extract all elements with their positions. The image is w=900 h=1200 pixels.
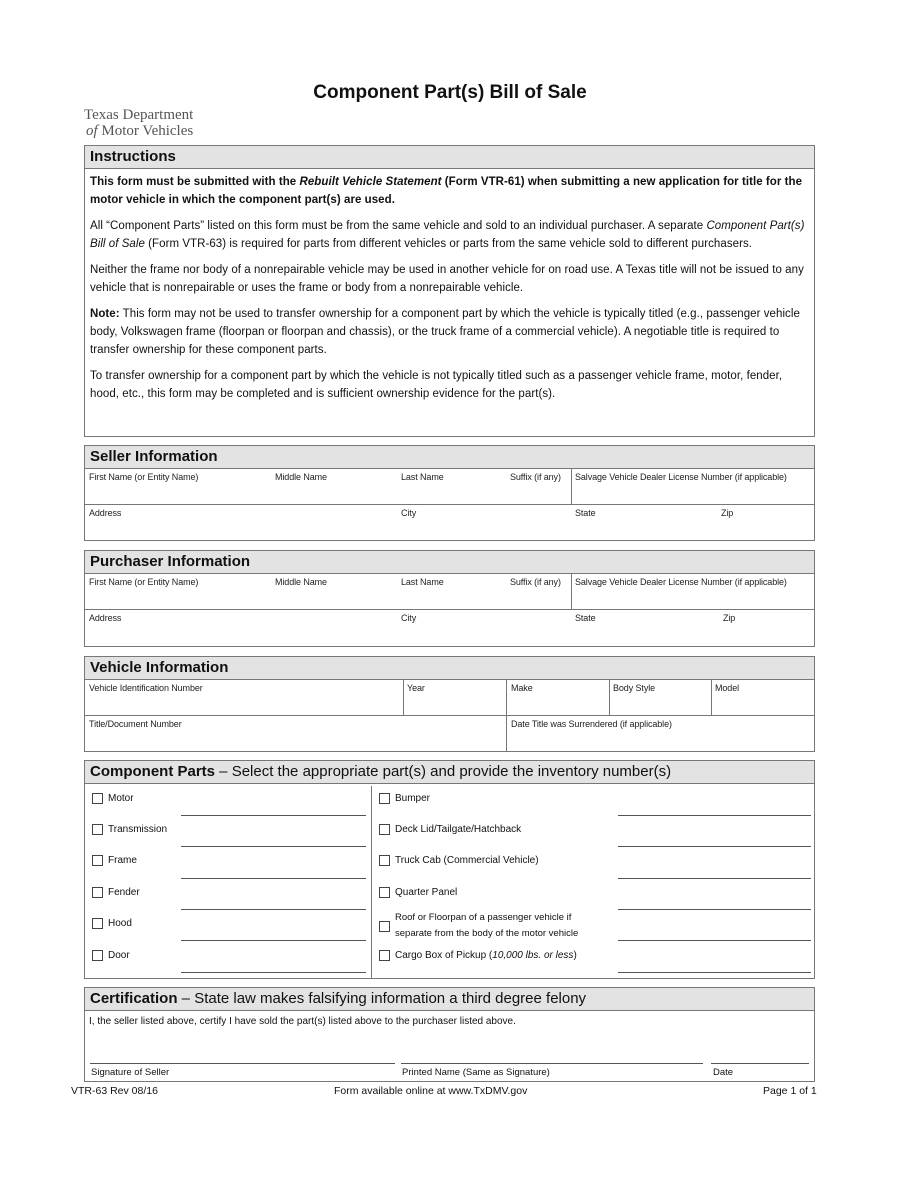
truck-cab-inventory-line[interactable] — [618, 878, 811, 879]
instructions-paragraph-2: All “Component Parts” listed on this form must be from the same vehicle and sold to an individual purchaser. A separate Component Part(s) Bill of Sale (Form VTR-63) is required for parts from different vehicles or parts from the same vehicle sold to different purchasers. — [90, 220, 805, 250]
certification-section — [84, 987, 815, 1082]
purchaser-suffix-field[interactable]: Suffix (if any) — [510, 577, 561, 587]
seller-name-row — [85, 469, 814, 505]
printed-name-label: Printed Name (Same as Signature) — [402, 1067, 550, 1078]
part-hood[interactable] — [92, 918, 132, 929]
form-availability: Form available online at www.TxDMV.gov — [334, 1085, 528, 1097]
body-style-field[interactable]: Body Style — [613, 683, 656, 693]
part-label: Quarter Panel — [395, 887, 458, 898]
part-frame[interactable] — [92, 855, 137, 866]
part-label: Door — [108, 950, 130, 961]
motor-checkbox[interactable] — [92, 793, 103, 804]
logo-line-2: of Motor Vehicles — [86, 123, 194, 139]
purchaser-zip-field[interactable]: Zip — [723, 613, 736, 623]
vehicle-title-row — [85, 716, 814, 751]
document-title: Component Part(s) Bill of Sale — [313, 82, 587, 103]
seller-section — [84, 445, 815, 541]
part-label: Cargo Box of Pickup (10,000 lbs. or less) — [395, 950, 577, 961]
part-deck-lid[interactable] — [379, 824, 521, 835]
roof-floorpan-checkbox[interactable] — [379, 921, 390, 932]
fender-inventory-line[interactable] — [181, 909, 366, 910]
part-door[interactable] — [92, 950, 130, 961]
seller-suffix-field[interactable]: Suffix (if any) — [510, 472, 561, 482]
transmission-checkbox[interactable] — [92, 824, 103, 835]
purchaser-section — [84, 550, 815, 647]
seller-signature-line[interactable] — [90, 1063, 395, 1064]
part-quarter-panel[interactable] — [379, 887, 457, 898]
purchaser-address-field[interactable]: Address — [89, 613, 122, 623]
purchaser-license-field[interactable]: Salvage Vehicle Dealer License Number (if applicable) — [575, 577, 787, 587]
model-field[interactable]: Model — [715, 683, 740, 693]
part-motor[interactable] — [92, 793, 134, 804]
seller-address-row — [85, 505, 814, 540]
seller-city-field[interactable]: City — [401, 508, 417, 518]
part-label: Roof or Floorpan of a passenger vehicle if separate from the body of the motor vehicle — [395, 912, 579, 939]
deck-lid-checkbox[interactable] — [379, 824, 390, 835]
logo-line-1: Texas Department — [84, 107, 194, 123]
bumper-checkbox[interactable] — [379, 793, 390, 804]
motor-inventory-line[interactable] — [181, 815, 366, 816]
date-label: Date — [713, 1067, 734, 1078]
instructions-section — [84, 145, 815, 437]
part-bumper[interactable] — [379, 793, 430, 804]
instructions-paragraph-1: This form must be submitted with the Rebuilt Vehicle Statement (Form VTR-61) when submitting a new application for title for the motor vehicle in which the component part(s) are used. — [90, 176, 803, 206]
door-checkbox[interactable] — [92, 950, 103, 961]
purchaser-name-row — [85, 574, 814, 610]
part-label: Bumper — [395, 793, 431, 804]
part-label: Hood — [108, 918, 132, 929]
printed-name-line[interactable] — [401, 1063, 703, 1064]
purchaser-heading: Purchaser Information — [85, 551, 814, 574]
part-label: Truck Cab (Commercial Vehicle) — [395, 855, 539, 866]
make-field[interactable]: Make — [511, 683, 533, 693]
certification-body — [85, 1011, 814, 1081]
seller-last-name-field[interactable]: Last Name — [401, 472, 444, 482]
date-surrendered-field[interactable]: Date Title was Surrendered (if applicable) — [511, 719, 672, 729]
instructions-body — [85, 169, 814, 403]
page-number: Page 1 of 1 — [763, 1085, 817, 1097]
door-inventory-line[interactable] — [181, 972, 366, 973]
hood-inventory-line[interactable] — [181, 940, 366, 941]
bumper-inventory-line[interactable] — [618, 815, 811, 816]
purchaser-last-name-field[interactable]: Last Name — [401, 577, 444, 587]
purchaser-city-field[interactable]: City — [401, 613, 417, 623]
instructions-paragraph-3: Neither the frame nor body of a nonrepairable vehicle may be used in another vehicle for on road use. A Texas title will not be issued to any vehicle that is nonrepairable or uses the frame or body from a nonrepairable vehicle. — [90, 264, 804, 294]
vin-field[interactable]: Vehicle Identification Number — [89, 683, 203, 693]
vehicle-section — [84, 656, 815, 752]
seller-heading: Seller Information — [85, 446, 814, 469]
seller-state-field[interactable]: State — [575, 508, 596, 518]
part-fender[interactable] — [92, 887, 140, 898]
part-cargo-box[interactable] — [379, 950, 577, 961]
instructions-heading: Instructions — [85, 146, 814, 169]
year-field[interactable]: Year — [407, 683, 425, 693]
part-transmission[interactable] — [92, 824, 167, 835]
parts-grid — [85, 784, 814, 982]
signature-label: Signature of Seller — [91, 1067, 170, 1078]
instructions-paragraph-5: To transfer ownership for a component part by which the vehicle is not typically titled such as a passenger vehicle frame, motor, fender, hood, etc., this form may be completed and is sufficient ownership evidence for the part(s). — [90, 370, 783, 400]
form-id: VTR-63 Rev 08/16 — [71, 1085, 158, 1097]
fender-checkbox[interactable] — [92, 887, 103, 898]
truck-cab-checkbox[interactable] — [379, 855, 390, 866]
hood-checkbox[interactable] — [92, 918, 103, 929]
certification-statement: I, the seller listed above, certify I have sold the part(s) listed above to the purchaser listed above. — [89, 1016, 516, 1027]
date-line[interactable] — [711, 1063, 809, 1064]
vehicle-heading: Vehicle Information — [85, 657, 814, 680]
title-number-field[interactable]: Title/Document Number — [89, 719, 182, 729]
seller-first-name-field[interactable]: First Name (or Entity Name) — [89, 472, 199, 482]
frame-checkbox[interactable] — [92, 855, 103, 866]
quarter-panel-checkbox[interactable] — [379, 887, 390, 898]
certification-heading: Certification – State law makes falsifying information a third degree felony — [85, 988, 814, 1011]
part-truck-cab[interactable] — [379, 855, 539, 866]
seller-license-field[interactable]: Salvage Vehicle Dealer License Number (if applicable) — [575, 472, 787, 482]
part-label: Motor — [108, 793, 134, 804]
part-label: Frame — [108, 855, 137, 866]
roof-floorpan-inventory-line[interactable] — [618, 940, 811, 941]
txdmv-logo — [84, 107, 193, 139]
seller-address-field[interactable]: Address — [89, 508, 122, 518]
component-parts-section — [84, 760, 815, 979]
cargo-box-checkbox[interactable] — [379, 950, 390, 961]
seller-middle-name-field[interactable]: Middle Name — [275, 472, 327, 482]
instructions-paragraph-4: Note: This form may not be used to transfer ownership for a component part by which the vehicle is typically titled (e.g., passenger vehicle body, Volkswagen frame (floorpan or floorpan and chassis), or the truck frame of a commercial vehicle). A negotiable title is required to transfer ownership for these component parts. — [90, 308, 800, 356]
cargo-box-inventory-line[interactable] — [618, 972, 811, 973]
part-roof-floorpan[interactable] — [379, 910, 578, 942]
part-label: Deck Lid/Tailgate/Hatchback — [395, 824, 522, 835]
purchaser-address-row — [85, 610, 814, 646]
part-label: Fender — [108, 887, 140, 898]
purchaser-state-field[interactable]: State — [575, 613, 596, 623]
transmission-inventory-line[interactable] — [181, 846, 366, 847]
vehicle-details-row — [85, 680, 814, 716]
purchaser-middle-name-field[interactable]: Middle Name — [275, 577, 327, 587]
deck-lid-inventory-line[interactable] — [618, 846, 811, 847]
purchaser-first-name-field[interactable]: First Name (or Entity Name) — [89, 577, 199, 587]
seller-zip-field[interactable]: Zip — [721, 508, 734, 518]
frame-inventory-line[interactable] — [181, 878, 366, 879]
part-label: Transmission — [108, 824, 168, 835]
component-parts-heading: Component Parts – Select the appropriate part(s) and provide the inventory number(s) — [85, 761, 814, 784]
quarter-panel-inventory-line[interactable] — [618, 909, 811, 910]
